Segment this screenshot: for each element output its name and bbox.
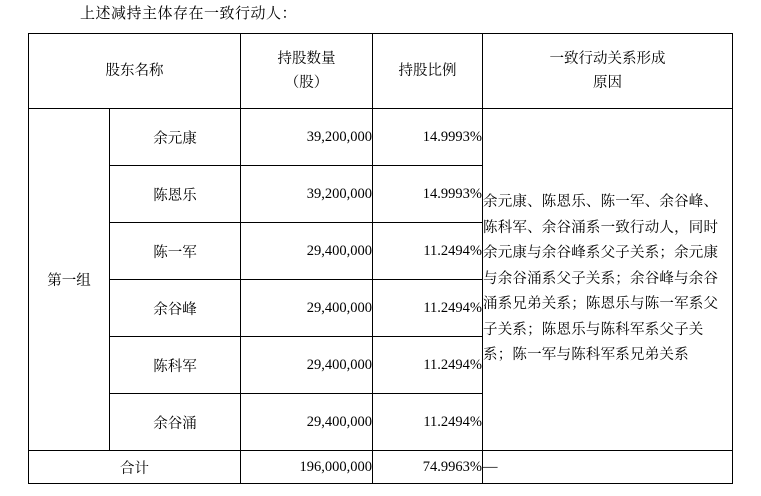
total-label: 合计 <box>29 451 241 484</box>
header-cell-shares <box>241 34 373 109</box>
header-shares-line2: （股） <box>284 75 329 91</box>
consistent-action-holders-table <box>28 33 733 484</box>
total-shares: 196,000,000 <box>241 451 373 484</box>
intro-paragraph: 上述减持主体存在一致行动人： <box>80 6 298 22</box>
holder-name: 陈一军 <box>110 223 241 280</box>
holder-ratio: 11.2494% <box>373 280 483 337</box>
holder-name: 余谷涌 <box>110 394 241 451</box>
holder-shares: 29,400,000 <box>241 394 373 451</box>
table-row <box>29 109 733 166</box>
total-reason: — <box>483 451 733 484</box>
header-name-label: 股东名称 <box>105 63 164 79</box>
holder-shares: 29,400,000 <box>241 223 373 280</box>
header-ratio-label: 持股比例 <box>398 63 457 79</box>
group-cell: 第一组 <box>29 109 110 451</box>
holder-ratio: 14.9993% <box>373 109 483 166</box>
header-reason-line2: 原因 <box>593 75 622 91</box>
table-header-row <box>29 34 733 109</box>
header-cell-ratio <box>373 34 483 109</box>
header-reason-line1: 一致行动关系形成 <box>549 51 666 67</box>
relationship-reason-cell: 余元康、陈恩乐、陈一军、余谷峰、陈科军、余谷涌系一致行动人，同时余元康与余谷峰系父子关系；余元康与余谷涌系父子关系；余谷峰与余谷涌系兄弟关系；陈恩乐与陈一军系父子关系；陈恩乐与陈科军系父子关系；陈一军与陈科军系兄弟关系 <box>483 109 733 451</box>
header-shares-line1: 持股数量 <box>277 51 336 67</box>
holder-name: 陈恩乐 <box>110 166 241 223</box>
header-cell-name <box>29 34 241 109</box>
holder-shares: 39,200,000 <box>241 109 373 166</box>
holder-name: 余谷峰 <box>110 280 241 337</box>
holder-ratio: 11.2494% <box>373 223 483 280</box>
holder-ratio: 11.2494% <box>373 394 483 451</box>
holder-ratio: 14.9993% <box>373 166 483 223</box>
holder-name: 陈科军 <box>110 337 241 394</box>
holder-shares: 29,400,000 <box>241 337 373 394</box>
holder-ratio: 11.2494% <box>373 337 483 394</box>
holder-shares: 29,400,000 <box>241 280 373 337</box>
holder-shares: 39,200,000 <box>241 166 373 223</box>
table-total-row <box>29 451 733 484</box>
total-ratio: 74.9963% <box>373 451 483 484</box>
holder-name: 余元康 <box>110 109 241 166</box>
header-cell-reason <box>483 34 733 109</box>
